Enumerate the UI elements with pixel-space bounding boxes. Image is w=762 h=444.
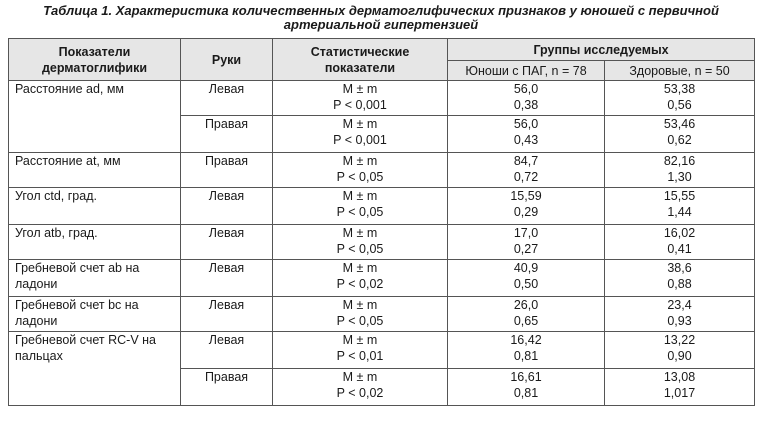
- indicator-cell: Угол atb, град.: [9, 225, 181, 260]
- group-healthy-cell-value: 15,55: [663, 189, 696, 203]
- stat-cell-error: P < 0,05: [336, 242, 384, 256]
- data-table: [8, 38, 755, 406]
- hand-cell: Левая: [181, 260, 273, 297]
- group-pag-cell: [448, 188, 605, 225]
- group-pag-cell: [448, 116, 605, 153]
- group-pag-cell: [448, 297, 605, 332]
- hand-cell: Левая: [181, 188, 273, 225]
- stat-cell: [273, 332, 448, 369]
- hand-cell: Правая: [181, 369, 273, 406]
- header-group-healthy: Здоровые, n = 50: [605, 61, 755, 81]
- group-healthy-cell-value: 13,22: [663, 333, 696, 347]
- group-pag-cell-value: 84,7: [513, 154, 539, 168]
- table-caption: [0, 0, 762, 30]
- indicator-cell: Угол ctd, град.: [9, 188, 181, 225]
- group-healthy-cell-value: 16,02: [663, 226, 696, 240]
- header-groups: Группы исследуемых: [448, 39, 755, 61]
- group-healthy-cell-error: 1,30: [667, 170, 692, 184]
- group-pag-cell-value: 56,0: [513, 82, 539, 96]
- hand-cell: Правая: [181, 116, 273, 153]
- group-healthy-cell-error: 0,62: [667, 133, 692, 147]
- table-row: [9, 332, 755, 369]
- group-pag-cell-error: 0,27: [513, 242, 539, 256]
- stat-cell: [273, 369, 448, 406]
- header-statistics: Статистические показатели: [273, 39, 448, 81]
- group-pag-cell: [448, 332, 605, 369]
- group-healthy-cell-error: 0,88: [667, 277, 692, 291]
- stat-cell-value: M ± m: [342, 82, 378, 96]
- group-healthy-cell: [605, 297, 755, 332]
- group-healthy-cell-error: 0,93: [667, 314, 692, 328]
- group-healthy-cell: [605, 81, 755, 116]
- stat-cell-error: P < 0,02: [336, 277, 384, 291]
- group-pag-cell: [448, 260, 605, 297]
- header-hands: Руки: [181, 39, 273, 81]
- hand-cell: Левая: [181, 297, 273, 332]
- group-healthy-cell-value: 53,46: [663, 117, 696, 131]
- hand-cell: Левая: [181, 332, 273, 369]
- group-healthy-cell-error: 1,44: [667, 205, 692, 219]
- group-healthy-cell-value: 23,4: [667, 298, 692, 312]
- group-pag-cell-value: 56,0: [513, 117, 539, 131]
- group-pag-cell-error: 0,81: [513, 386, 539, 400]
- stat-cell: [273, 153, 448, 188]
- group-healthy-cell-error: 0,56: [667, 98, 692, 112]
- indicator-cell: Гребневой счет RC-V на пальцах: [9, 332, 181, 406]
- stat-cell-value: M ± m: [342, 298, 378, 312]
- stat-cell-value: M ± m: [342, 117, 378, 131]
- group-pag-cell-error: 0,43: [513, 133, 539, 147]
- stat-cell-value: M ± m: [342, 226, 378, 240]
- group-healthy-cell: [605, 153, 755, 188]
- header-group-pag: Юноши с ПАГ, n = 78: [448, 61, 605, 81]
- group-healthy-cell: [605, 188, 755, 225]
- group-pag-cell: [448, 153, 605, 188]
- stat-cell-value: M ± m: [342, 370, 378, 384]
- indicator-cell: Гребневой счет bc на ладони: [9, 297, 181, 332]
- group-pag-cell-error: 0,65: [513, 314, 539, 328]
- stat-cell: [273, 260, 448, 297]
- group-pag-cell: [448, 369, 605, 406]
- group-pag-cell-value: 26,0: [513, 298, 539, 312]
- group-healthy-cell: [605, 260, 755, 297]
- group-pag-cell-value: 16,42: [510, 333, 542, 347]
- stat-cell-value: M ± m: [342, 333, 378, 347]
- group-pag-cell-error: 0,50: [513, 277, 539, 291]
- group-healthy-cell: [605, 332, 755, 369]
- header-indicator: Показатели дерматоглифики: [9, 39, 181, 81]
- group-pag-cell-error: 0,81: [513, 349, 539, 363]
- hand-cell: Левая: [181, 81, 273, 116]
- table-row: [9, 260, 755, 297]
- stat-cell-value: M ± m: [342, 154, 378, 168]
- indicator-cell: Расстояние at, мм: [9, 153, 181, 188]
- stat-cell-error: P < 0,001: [333, 133, 387, 147]
- stat-cell-error: P < 0,05: [336, 205, 384, 219]
- group-pag-cell-value: 40,9: [513, 261, 539, 275]
- table-row: [9, 81, 755, 116]
- stat-cell-error: P < 0,05: [336, 314, 384, 328]
- stat-cell: [273, 297, 448, 332]
- group-healthy-cell: [605, 369, 755, 406]
- group-pag-cell: [448, 81, 605, 116]
- group-pag-cell-value: 17,0: [513, 226, 539, 240]
- table-row: [9, 188, 755, 225]
- stat-cell-error: P < 0,001: [333, 98, 387, 112]
- caption-line-1: Таблица 1. Характеристика количественных дерматоглифических признаков у юношей с первичной: [43, 3, 719, 18]
- group-pag-cell-value: 16,61: [510, 370, 542, 384]
- indicator-cell: Гребневой счет ab на ладони: [9, 260, 181, 297]
- group-pag-cell: [448, 225, 605, 260]
- group-pag-cell-error: 0,72: [513, 170, 539, 184]
- stat-cell: [273, 116, 448, 153]
- stat-cell-error: P < 0,01: [336, 349, 384, 363]
- indicator-cell: Расстояние ad, мм: [9, 81, 181, 153]
- group-healthy-cell-value: 38,6: [667, 261, 692, 275]
- group-pag-cell-error: 0,38: [513, 98, 539, 112]
- stat-cell: [273, 225, 448, 260]
- group-pag-cell-error: 0,29: [513, 205, 539, 219]
- stat-cell-value: M ± m: [342, 189, 378, 203]
- group-healthy-cell: [605, 225, 755, 260]
- group-healthy-cell-value: 53,38: [663, 82, 696, 96]
- group-healthy-cell-error: 0,41: [667, 242, 692, 256]
- stat-cell-error: P < 0,05: [336, 170, 384, 184]
- group-pag-cell-value: 15,59: [510, 189, 542, 203]
- stat-cell: [273, 188, 448, 225]
- group-healthy-cell-error: 0,90: [667, 349, 692, 363]
- caption-line-2: артериальной гипертензией: [283, 17, 479, 32]
- group-healthy-cell: [605, 116, 755, 153]
- stat-cell-error: P < 0,02: [336, 386, 384, 400]
- hand-cell: Правая: [181, 153, 273, 188]
- hand-cell: Левая: [181, 225, 273, 260]
- stat-cell: [273, 81, 448, 116]
- table-row: [9, 153, 755, 188]
- stat-cell-value: M ± m: [342, 261, 378, 275]
- table-row: [9, 297, 755, 332]
- table-row: [9, 225, 755, 260]
- group-healthy-cell-error: 1,017: [663, 386, 696, 400]
- group-healthy-cell-value: 82,16: [663, 154, 696, 168]
- group-healthy-cell-value: 13,08: [663, 370, 696, 384]
